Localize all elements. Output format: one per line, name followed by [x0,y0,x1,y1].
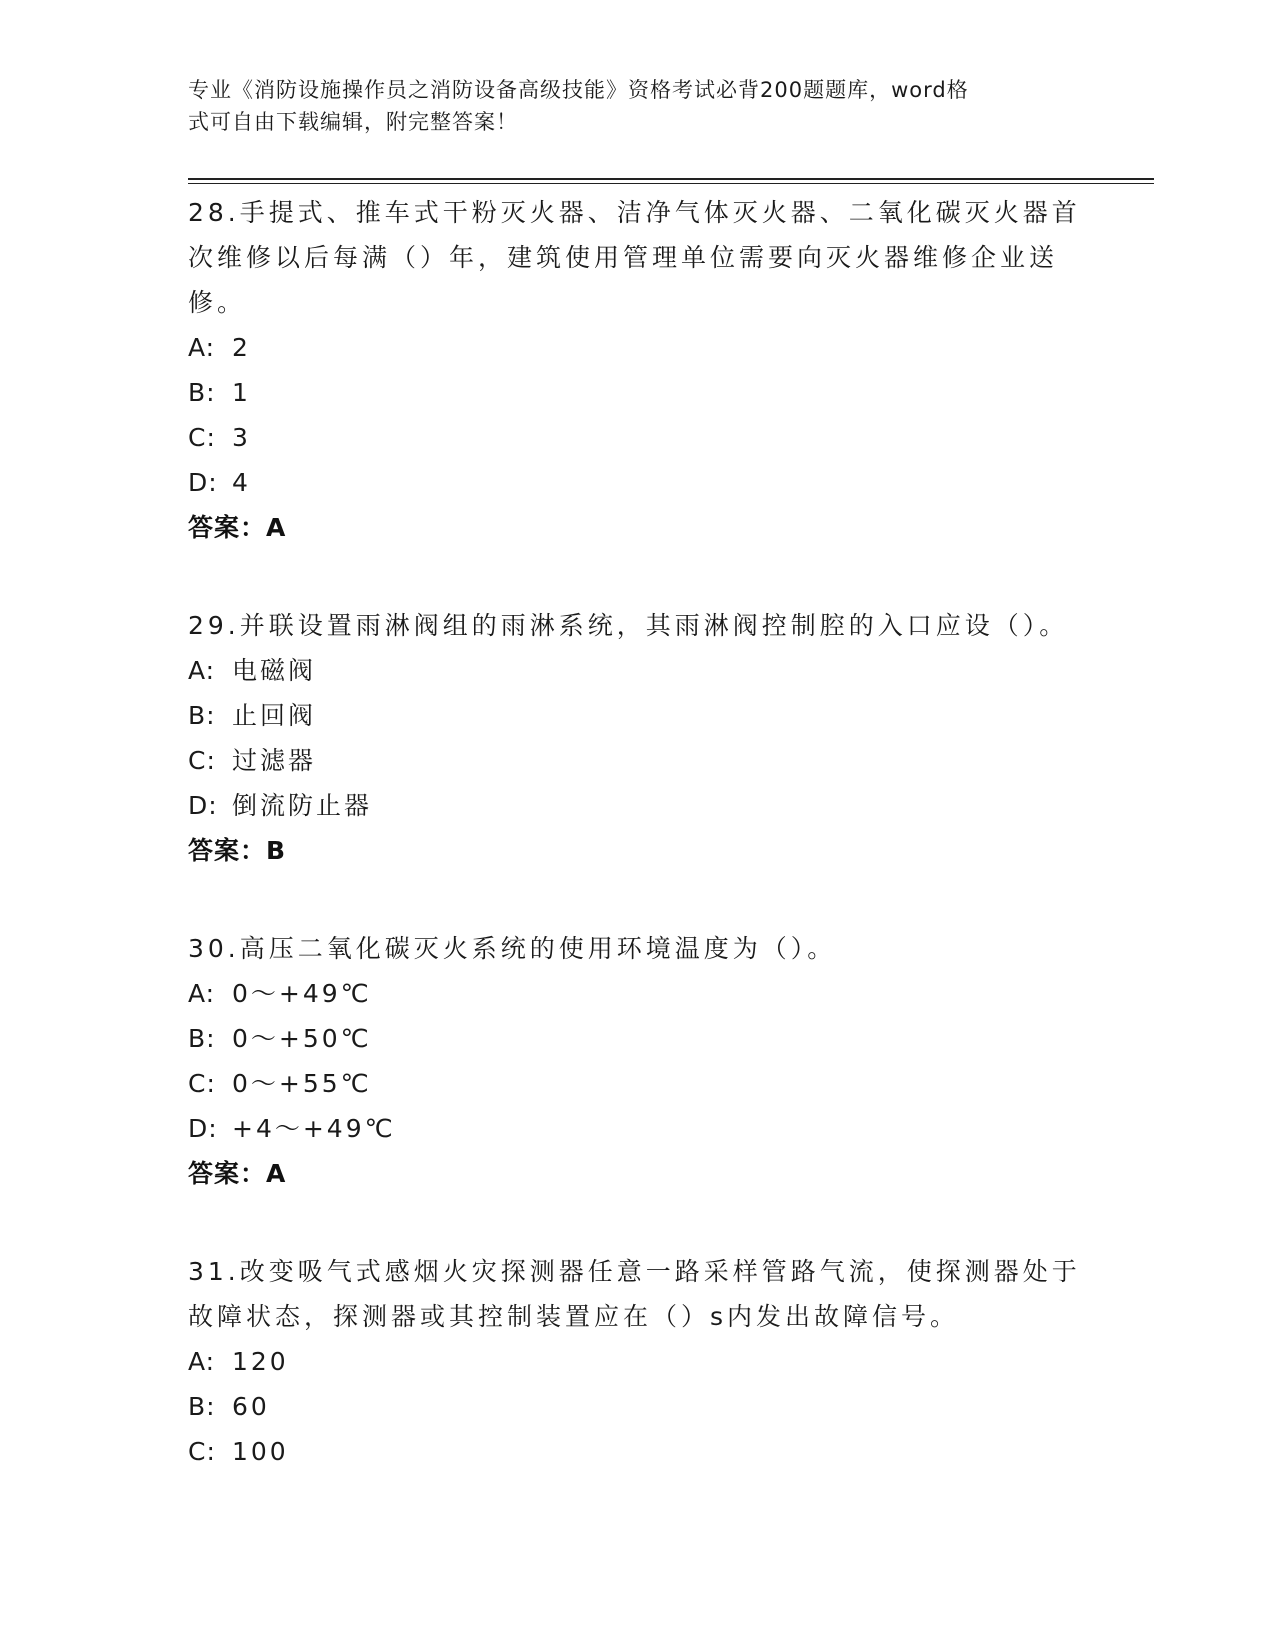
option-text: 0～+50℃ [232,1024,372,1053]
option-letter: C: [188,746,216,775]
option-text: 0～+55℃ [232,1069,372,1098]
option-c [188,1061,1088,1106]
question-stem: 31.改变吸气式感烟火灾探测器任意一路采样管路气流，使探测器处于故障状态，探测器或其控制装置应在（）s内发出故障信号。 [188,1257,1081,1331]
option-a [188,971,1088,1016]
option-c [188,1429,1088,1474]
option-a [188,325,1088,370]
option-b [188,1016,1088,1061]
option-text: 电磁阀 [232,656,317,685]
option-c [188,415,1088,460]
option-d [188,460,1088,505]
option-text: 3 [232,423,251,452]
option-letter: C: [188,423,216,452]
option-b [188,693,1088,738]
question-stem: 28.手提式、推车式干粉灭火器、洁净气体灭火器、二氧化碳灭火器首次维修以后每满（）年，建筑使用管理单位需要向灭火器维修企业送修。 [188,198,1081,317]
option-letter: D: [188,468,218,497]
document-header [188,74,1068,138]
option-letter: B: [188,1024,216,1053]
option-letter: B: [188,1392,216,1421]
option-letter: B: [188,378,216,407]
option-letter: A: [188,656,216,685]
answer-label: 答案：A [188,1159,287,1188]
option-text: 60 [232,1392,270,1421]
option-letter: D: [188,1114,218,1143]
option-letter: D: [188,791,218,820]
option-a [188,648,1088,693]
option-letter: A: [188,333,216,362]
option-c [188,738,1088,783]
option-text: 4 [232,468,251,497]
question-31 [188,1249,1088,1474]
answer-label: 答案：A [188,513,287,542]
question-stem: 29.并联设置雨淋阀组的雨淋系统，其雨淋阀控制腔的入口应设（）。 [188,611,1069,640]
header-rule-thin [188,183,1154,184]
option-text: 止回阀 [232,701,317,730]
header-line-2: 式可自由下载编辑，附完整答案！ [188,110,518,134]
option-text: 120 [232,1347,289,1376]
option-text: 0～+49℃ [232,979,372,1008]
header-line-1: 专业《消防设施操作员之消防设备高级技能》资格考试必背200题题库，word格 [188,78,969,102]
question-28 [188,190,1088,551]
question-list [188,190,1088,1526]
header-rule-thick [188,178,1154,180]
option-a [188,1339,1088,1384]
option-letter: B: [188,701,216,730]
option-letter: A: [188,979,216,1008]
option-letter: A: [188,1347,216,1376]
answer-label: 答案：B [188,836,287,865]
option-text: 过滤器 [232,746,317,775]
option-letter: C: [188,1069,216,1098]
option-letter: C: [188,1437,216,1466]
option-text: 1 [232,378,251,407]
option-d [188,1106,1088,1151]
option-d [188,783,1088,828]
option-text: 100 [232,1437,289,1466]
option-text: 倒流防止器 [232,791,373,820]
option-text: 2 [232,333,251,362]
question-29 [188,603,1088,874]
option-b [188,370,1088,415]
question-stem: 30.高压二氧化碳灭火系统的使用环境温度为（）。 [188,934,837,963]
question-30 [188,926,1088,1197]
option-b [188,1384,1088,1429]
option-text: +4～+49℃ [232,1114,396,1143]
